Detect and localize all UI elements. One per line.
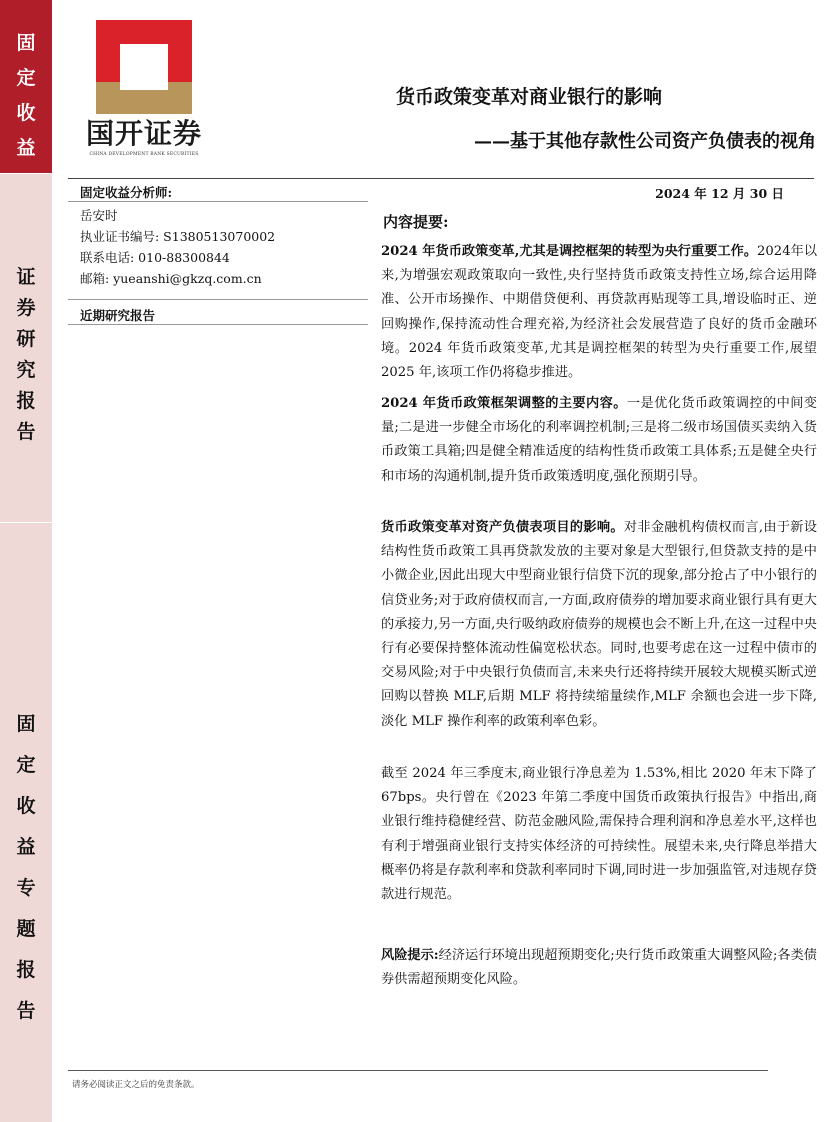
analyst-license: 执业证书编号: S1380513070002 xyxy=(80,229,276,244)
analyst-phone: 联系电话: 010-88300844 xyxy=(80,250,230,265)
sidebar-char: 定 xyxy=(16,67,36,89)
analyst-name: 岳安时 xyxy=(80,208,118,223)
paragraph-body: 对非金融机构债权而言,由于新设结构性货币政策工具再贷款发放的主要对象是大型银行,但贷款支持的是中小微企业,因此出现大中型商业银行信贷下沉的现象,部分抢占了中小银行的信贷业务;对于政府债权而言,一方面,政府债券的增加要求商业银行具有更大的承接力,另一方面,央行吸纳政府债券的规模也会不断上升,在这一过程中央行有必要保持整体流动性偏宽松状态。同时,也要考虑在这一过程中债市的交易风险;对于中央银行负债而言,未来央行还将持续开展较大规模买断式逆回购以替换 MLF,后期 MLF 将持续缩量续作,MLF 余额也会进一步下降,淡化 MLF 操作利率的政策利率色彩。 xyxy=(381,520,817,729)
sidebar-char: 证 xyxy=(16,266,36,288)
sidebar-char: 券 xyxy=(16,297,36,319)
paragraph-lead: 2024 年货币政策变革,尤其是调控框架的转型为央行重要工作。 xyxy=(381,244,758,259)
recent-reports-label: 近期研究报告 xyxy=(80,308,156,323)
summary-heading: 内容提要: xyxy=(383,213,449,231)
company-name: 国开证券 xyxy=(86,117,203,150)
sidebar-block-fixed-income xyxy=(0,0,52,173)
report-date: 2024 年 12 月 30 日 xyxy=(655,186,784,201)
sidebar-char: 报 xyxy=(16,390,36,412)
sidebar-char: 固 xyxy=(16,713,36,735)
summary-paragraph-2 xyxy=(381,392,817,489)
sidebar-char: 益 xyxy=(16,836,36,858)
summary-paragraph-4 xyxy=(381,762,817,907)
report-subtitle: ——基于其他存款性公司资产负债表的视角 xyxy=(474,131,816,152)
sidebar-char: 题 xyxy=(16,918,36,940)
risk-label: 风险提示: xyxy=(381,948,439,963)
paragraph-lead: 2024 年货币政策框架调整的主要内容。 xyxy=(381,396,627,411)
paragraph-lead: 货币政策变革对资产负债表项目的影响。 xyxy=(381,520,624,535)
sidebar-char: 报 xyxy=(16,959,36,981)
sidebar-block-research-report xyxy=(0,174,52,522)
sidebar-block-special-report xyxy=(0,523,52,1122)
analyst-label: 固定收益分析师: xyxy=(80,185,173,200)
paragraph-body: 2024年以来,为增强宏观政策取向一致性,央行坚持货币政策支持性立场,综合运用降准、公开市场操作、中期借贷便利、再贷款再贴现等工具,增设临时正、逆回购操作,保持流动性合理充裕,为经济社会发展营造了良好的货币金融环境。2024 年货币政策变革,尤其是调控框架的转型为央行重要工作,展望 2025 年,该项工作仍将稳步推进。 xyxy=(381,244,818,381)
sidebar-char: 告 xyxy=(16,1000,36,1022)
summary-paragraph-1 xyxy=(381,240,817,385)
company-name-english: CHINA DEVELOPMENT BANK SECURITIES xyxy=(89,152,199,157)
sidebar-char: 收 xyxy=(16,102,36,124)
analyst-divider xyxy=(68,201,368,202)
sidebar-char: 定 xyxy=(16,754,36,776)
disclaimer-note: 请务必阅读正文之后的免责条款。 xyxy=(72,1080,200,1090)
paragraph-body: 一是优化货币政策调控的中间变量;二是进一步健全市场化的利率调控机制;三是将二级市场国债买卖纳入货币政策工具箱;四是健全精准适度的结构性货币政策工具体系;五是健全央行和市场的沟通机制,提升货币政策透明度,强化预期引导。 xyxy=(381,396,817,484)
sidebar-char: 告 xyxy=(16,421,36,443)
sidebar-char: 固 xyxy=(16,32,36,54)
recent-bottom-divider xyxy=(68,324,368,325)
company-logo-icon xyxy=(96,20,192,114)
header-divider xyxy=(68,178,814,179)
analyst-email[interactable]: 邮箱: yueanshi@gkzq.com.cn xyxy=(80,271,262,286)
sidebar-char: 收 xyxy=(16,795,36,817)
risk-text: 经济运行环境出现超预期变化;央行货币政策重大调整风险;各类债券供需超预期变化风险。 xyxy=(381,948,817,988)
sidebar-char: 研 xyxy=(16,328,36,350)
paragraph-body: 截至 2024 年三季度末,商业银行净息差为 1.53%,相比 2020 年末下降了 67bps。央行曾在《2023 年第二季度中国货币政策执行报告》中指出,商业银行维持稳健经营、防范金融风险,需保持合理利润和净息差水平,这样也有利于增强商业银行支持实体经济的可持续性。展望未来,央行降息举措大概率仍将是存款利率和贷款利率同时下调,同时进一步加强监管,对违规存贷款进行规范。 xyxy=(381,766,817,903)
sidebar-char: 益 xyxy=(16,137,36,159)
risk-warning xyxy=(381,944,817,992)
summary-paragraph-3 xyxy=(381,516,817,734)
sidebar-char: 究 xyxy=(16,359,36,381)
recent-top-divider xyxy=(68,299,368,300)
footer-divider xyxy=(68,1070,768,1071)
sidebar-char: 专 xyxy=(16,877,36,899)
report-title: 货币政策变革对商业银行的影响 xyxy=(396,86,663,108)
